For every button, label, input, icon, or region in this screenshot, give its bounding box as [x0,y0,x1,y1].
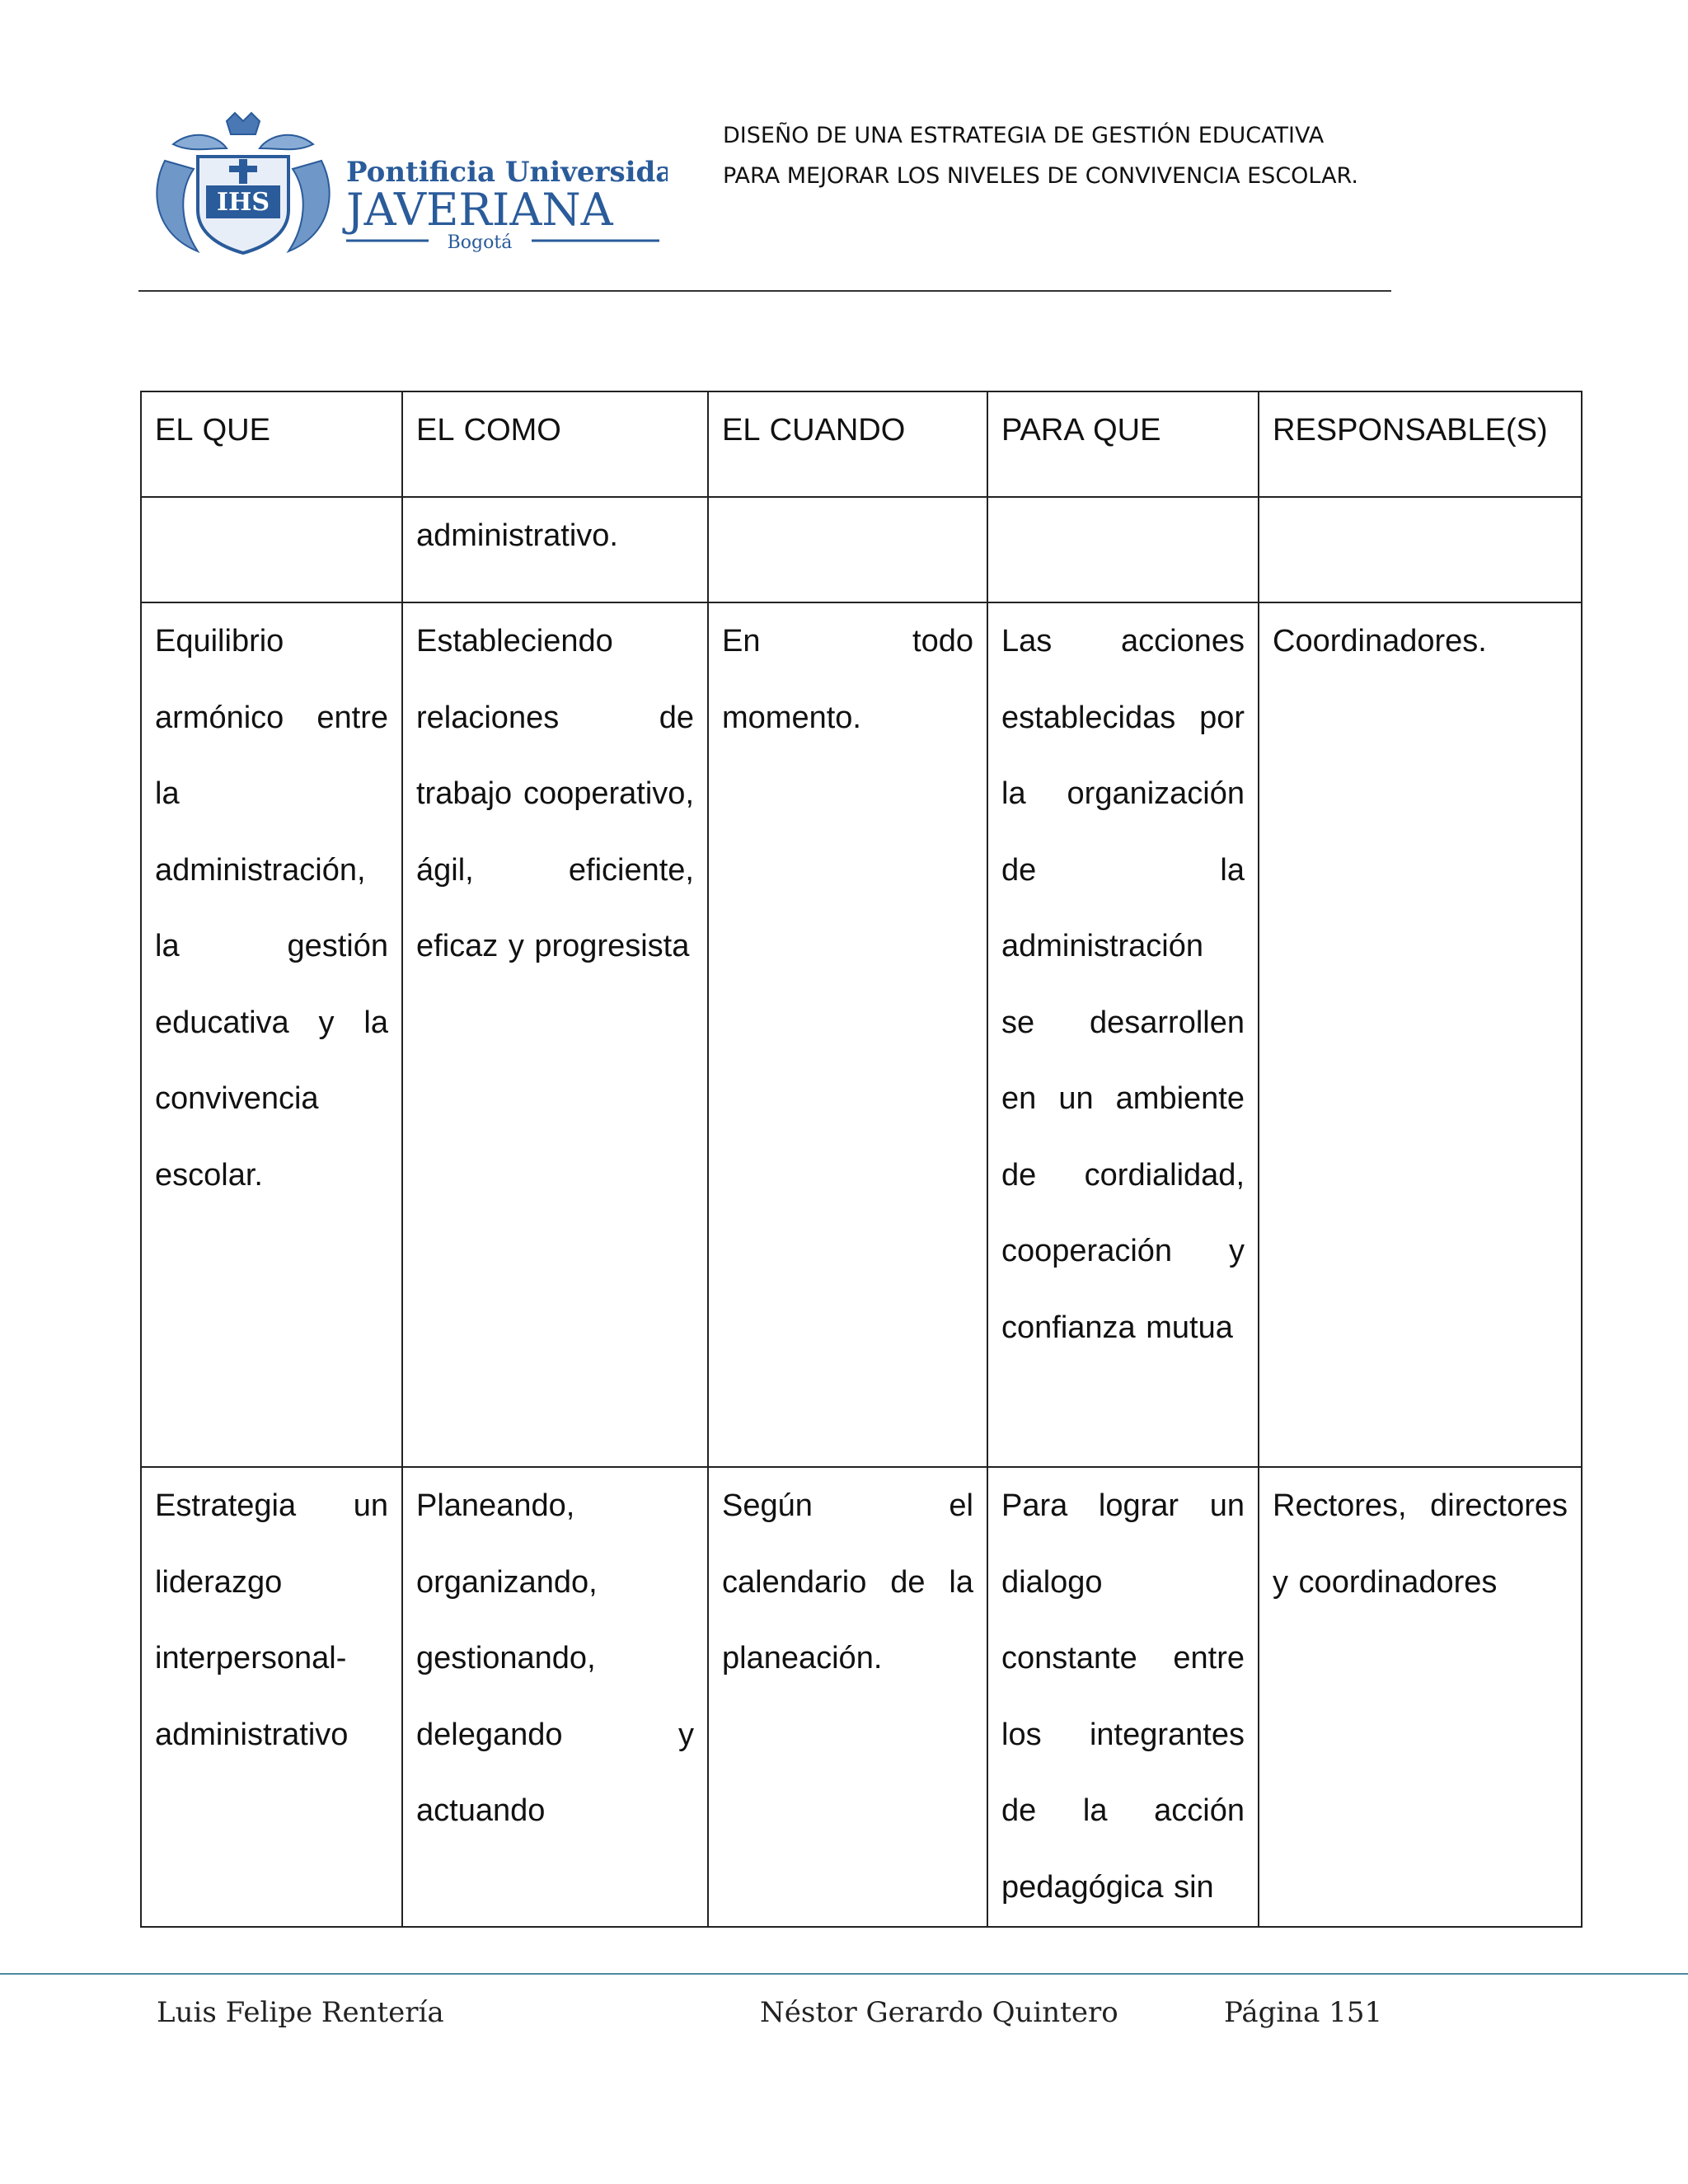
column-header-responsables: RESPONSABLE(S) [1259,391,1582,497]
table-cell [141,497,402,602]
table-header-row [141,391,1582,497]
table-cell: administrativo. [402,497,708,602]
column-header-para-que: PARA QUE [987,391,1259,497]
table-cell-cuando: Según el calendario de la planeación. [708,1467,987,1927]
footer-author1: Luis Felipe Rentería [157,1996,444,2029]
table-cell-responsable: Coordinadores. [1259,602,1582,1467]
logo-line1: Pontificia Universidad [346,156,668,189]
column-header-el-como: EL COMO [402,391,708,497]
column-header-el-que: EL QUE [141,391,402,497]
header-title-line1: DISEÑO DE UNA ESTRATEGIA DE GESTIÓN EDUCATIVA [723,123,1325,148]
strategy-table [140,391,1582,1928]
table-cell [708,497,987,602]
table-row [141,1467,1582,1927]
footer-author2: Néstor Gerardo Quintero [760,1996,1118,2029]
table-row [141,602,1582,1467]
footer-divider [0,1973,1688,1975]
logo-line2: JAVERIANA [346,184,613,236]
table-row [141,497,1582,602]
table-cell-que: Equilibrio armónico entre la administración, la gestión educativa y la convivencia escolar. [141,602,402,1467]
column-header-el-cuando: EL CUANDO [708,391,987,497]
document-header [723,115,1358,196]
table-cell [987,497,1259,602]
university-logo [148,111,668,260]
table-cell-que: Estrategia un liderazgo interpersonal-administrativo [141,1467,402,1927]
table-cell-para-que: Las acciones establecidas por la organización de la administración se desarrollen en un ambiente de cordialidad, cooperación y confianza mutua [987,602,1259,1467]
header-divider [138,290,1391,292]
table-cell-responsable: Rectores, directores y coordinadores [1259,1467,1582,1927]
table-cell-para-que: Para lograr un dialogo constante entre los integrantes de la acción pedagógica sin [987,1467,1259,1927]
table-cell [1259,497,1582,602]
table-cell-cuando: En todo momento. [708,602,987,1467]
page-number: Página 151 [1224,1996,1383,2029]
svg-text:IHS: IHS [216,188,270,217]
logo-line3: Bogotá [447,232,513,253]
table-cell-como: Estableciendo relaciones de trabajo cooperativo, ágil, eficiente, eficaz y progresista [402,602,708,1467]
header-title-line2: PARA MEJORAR LOS NIVELES DE CONVIVENCIA ESCOLAR. [723,163,1358,189]
university-seal-icon [148,111,668,260]
table-cell-como: Planeando, organizando, gestionando, delegando y actuando [402,1467,708,1927]
